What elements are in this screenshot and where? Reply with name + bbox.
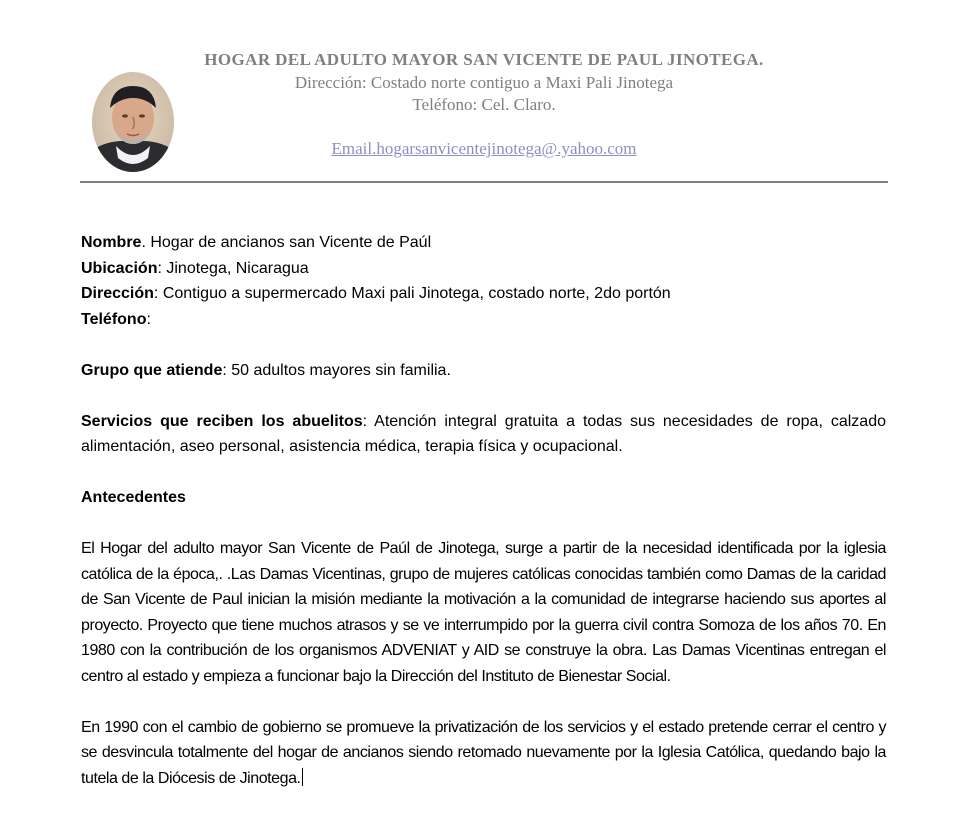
field-servicios-value: : Atención integral gratuita a todas sus necesidades de ropa, calzado alimentación, aseo personal, asistencia médica, terapia física y ocupacional. — [81, 412, 886, 455]
header-divider — [80, 181, 888, 183]
field-grupo-value: : 50 adultos mayores sin familia. — [222, 361, 451, 379]
field-nombre-value: . Hogar de ancianos san Vicente de Paúl — [141, 234, 432, 251]
antecedentes-paragraph-1-text: El Hogar del adulto mayor San Vicente de Paúl de Jinotega, surge a partir de la necesidad identificada por la iglesia católica de la época,. .Las Damas Vicentinas, grupo de mujeres católicas conocidas también como Damas de la caridad de San Vicente de Paul inician la misión mediante la motivación a la comunidad de integrarse haciendo sus aportes al proyecto. Proyecto que tiene muchos atrasos y se ve interrumpido por la guerra civil contra Somoza de los años 70. En 1980 con la contribución de los organismos ADVENIAT y AID se construye la obra. Las Damas Vicentinas entregan el centro al estado y empieza a funcionar bajo la Dirección del Instituto de Bienestar Social. — [81, 540, 886, 685]
document-body — [81, 230, 886, 791]
antecedentes-paragraph-2 — [81, 715, 886, 792]
antecedentes-heading — [81, 485, 886, 511]
field-direccion-label: Dirección — [81, 285, 154, 302]
field-nombre-label: Nombre — [81, 234, 142, 251]
letterhead-text — [0, 48, 968, 160]
institution-address: Dirección: Costado norte contiguo a Maxi Pali Jinotega — [294, 73, 674, 92]
field-nombre — [81, 230, 886, 256]
field-grupo-label: Grupo que atiende — [81, 361, 223, 379]
field-ubicacion-label: Ubicación — [81, 259, 158, 277]
field-servicios — [81, 409, 886, 460]
field-servicios-label: Servicios que reciben los abuelitos — [81, 412, 363, 430]
field-ubicacion — [81, 256, 886, 282]
antecedentes-paragraph-2-text: En 1990 con el cambio de gobierno se promueve la privatización de los servicios y el estado pretende cerrar el centro y se desvincula totalmente del hogar de ancianos siendo retomado nuevamente por la Iglesia Católica, quedando bajo la tutela de la Diócesis de Jinotega. — [81, 718, 886, 787]
text-cursor — [302, 768, 303, 786]
institution-email-link[interactable]: Email.hogarsanvicentejinotega@.yahoo.com — [331, 139, 637, 158]
letterhead — [0, 0, 968, 190]
field-telefono-value: : — [146, 310, 151, 328]
field-grupo — [81, 358, 886, 384]
field-ubicacion-value: : Jinotega, Nicaragua — [157, 259, 309, 277]
field-telefono-label: Teléfono — [81, 310, 147, 328]
field-telefono — [81, 307, 886, 333]
antecedentes-paragraph-1 — [81, 536, 886, 689]
institution-phone: Teléfono: Cel. Claro. — [412, 95, 556, 114]
antecedentes-heading-text: Antecedentes — [81, 489, 186, 506]
institution-title: HOGAR DEL ADULTO MAYOR SAN VICENTE DE PAUL JINOTEGA. — [204, 50, 764, 69]
field-direccion-value: : Contiguo a supermercado Maxi pali Jinotega, costado norte, 2do portón — [153, 285, 671, 302]
field-direccion — [81, 281, 886, 307]
